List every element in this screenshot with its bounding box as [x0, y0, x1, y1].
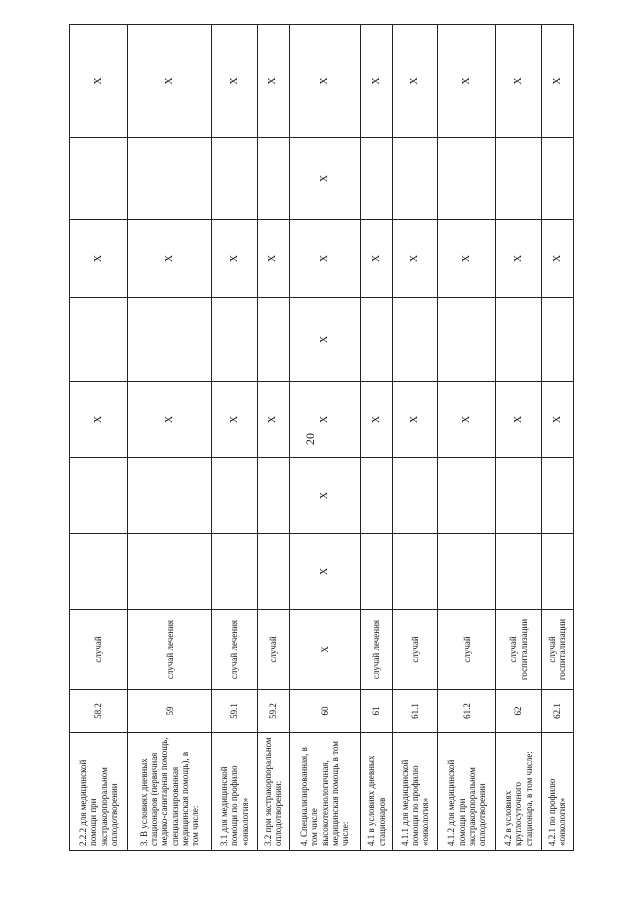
cell-value [257, 298, 289, 382]
row-unit: случай [70, 610, 128, 690]
cell-value: X [438, 382, 496, 458]
cell-value: X [541, 382, 573, 458]
cell-value: X [393, 220, 438, 298]
cell-value: X [128, 382, 212, 458]
cell-value [438, 534, 496, 610]
cell-value [393, 298, 438, 382]
cell-value: X [289, 138, 360, 220]
row-code: 59.2 [257, 690, 289, 733]
row-code: 61.1 [393, 690, 438, 733]
table-row [496, 25, 541, 851]
row-code: 62 [496, 690, 541, 733]
table-row [289, 25, 360, 851]
cell-value: X [70, 220, 128, 298]
cell-value [70, 138, 128, 220]
cell-value [128, 138, 212, 220]
table-row [212, 25, 257, 851]
cell-value [541, 458, 573, 534]
row-label: 4.1.1 для медицинской помощи по профилю «онкология» [393, 733, 438, 851]
cell-value [70, 298, 128, 382]
cell-value [257, 458, 289, 534]
cell-value: X [257, 220, 289, 298]
cell-value: X [496, 25, 541, 138]
table-row [438, 25, 496, 851]
table-row [360, 25, 392, 851]
cell-value: X [360, 382, 392, 458]
cell-value [360, 298, 392, 382]
cell-value: X [289, 382, 360, 458]
cell-value: X [212, 220, 257, 298]
cell-value: X [289, 220, 360, 298]
row-code: 62.1 [541, 690, 573, 733]
table-row [70, 25, 128, 851]
cell-value [128, 298, 212, 382]
cell-value [128, 534, 212, 610]
cell-value [360, 138, 392, 220]
cell-value [393, 458, 438, 534]
page-number: 20 [303, 433, 317, 445]
row-label: 2.2.2 для медицинской помощи при экстракорпоральном оплодотворении [70, 733, 128, 851]
cell-value: X [541, 220, 573, 298]
cell-value [360, 534, 392, 610]
cell-value [70, 534, 128, 610]
cell-value: X [496, 382, 541, 458]
cell-value [128, 458, 212, 534]
cell-value: X [360, 25, 392, 138]
cell-value [496, 138, 541, 220]
cell-value [360, 458, 392, 534]
cell-value: X [70, 382, 128, 458]
cell-value: X [128, 220, 212, 298]
row-label: 4.1.2 для медицинской помощи при экстракорпоральном оплодотворении [438, 733, 496, 851]
cell-value [212, 534, 257, 610]
cell-value [541, 298, 573, 382]
row-code: 61.2 [438, 690, 496, 733]
row-label: 3.1 для медицинской помощи по профилю «онкология» [212, 733, 257, 851]
cell-value: X [289, 298, 360, 382]
row-unit: случай [393, 610, 438, 690]
row-unit: случай [257, 610, 289, 690]
row-code: 58.2 [70, 690, 128, 733]
table-row [257, 25, 289, 851]
cell-value [393, 534, 438, 610]
row-label: 3. В условиях дневных стационаров (первичная медико-санитарная помощь, специализированная медицинская помощь), в том числе: [128, 733, 212, 851]
cell-value: X [257, 382, 289, 458]
cell-value [257, 138, 289, 220]
table-container [69, 25, 574, 851]
cell-value: X [438, 220, 496, 298]
row-label: 4.2.1 по профилю «онкология» [541, 733, 573, 851]
cell-value: X [70, 25, 128, 138]
row-unit: X [289, 610, 360, 690]
cell-value: X [212, 25, 257, 138]
cell-value [257, 534, 289, 610]
cell-value [438, 298, 496, 382]
row-label: 4.1 в условиях дневных стационаров [360, 733, 392, 851]
row-label: 4. Специализированная, в том числе высокотехнологичная, медицинская помощь в том числе: [289, 733, 360, 851]
cell-value [496, 534, 541, 610]
cell-value: X [393, 382, 438, 458]
cell-value: X [393, 25, 438, 138]
cell-value: X [128, 25, 212, 138]
cell-value [212, 298, 257, 382]
row-unit: случай лечения [212, 610, 257, 690]
row-unit: случай лечения [360, 610, 392, 690]
cell-value: X [438, 25, 496, 138]
table-row [541, 25, 573, 851]
cell-value [496, 298, 541, 382]
cell-value: X [289, 534, 360, 610]
cell-value [496, 458, 541, 534]
cell-value [212, 458, 257, 534]
table-row [393, 25, 438, 851]
row-code: 60 [289, 690, 360, 733]
cell-value [438, 138, 496, 220]
cell-value: X [257, 25, 289, 138]
cell-value [541, 534, 573, 610]
row-code: 61 [360, 690, 392, 733]
cell-value: X [360, 220, 392, 298]
cell-value [212, 138, 257, 220]
row-code: 59 [128, 690, 212, 733]
row-label: 3.2 при экстракорпоральном оплодотворении: [257, 733, 289, 851]
cell-value: X [289, 458, 360, 534]
row-label: 4.2 в условиях круглосуточного стационара, в том числе: [496, 733, 541, 851]
data-table [69, 24, 574, 851]
cell-value [541, 138, 573, 220]
row-unit: случай госпитализации [541, 610, 573, 690]
cell-value [70, 458, 128, 534]
row-unit: случай лечения [128, 610, 212, 690]
cell-value [393, 138, 438, 220]
table-row [128, 25, 212, 851]
row-code: 59.1 [212, 690, 257, 733]
cell-value: X [541, 25, 573, 138]
cell-value: X [289, 25, 360, 138]
cell-value: X [496, 220, 541, 298]
cell-value [438, 458, 496, 534]
cell-value: X [212, 382, 257, 458]
row-unit: случай [438, 610, 496, 690]
row-unit: случай госпитализации [496, 610, 541, 690]
